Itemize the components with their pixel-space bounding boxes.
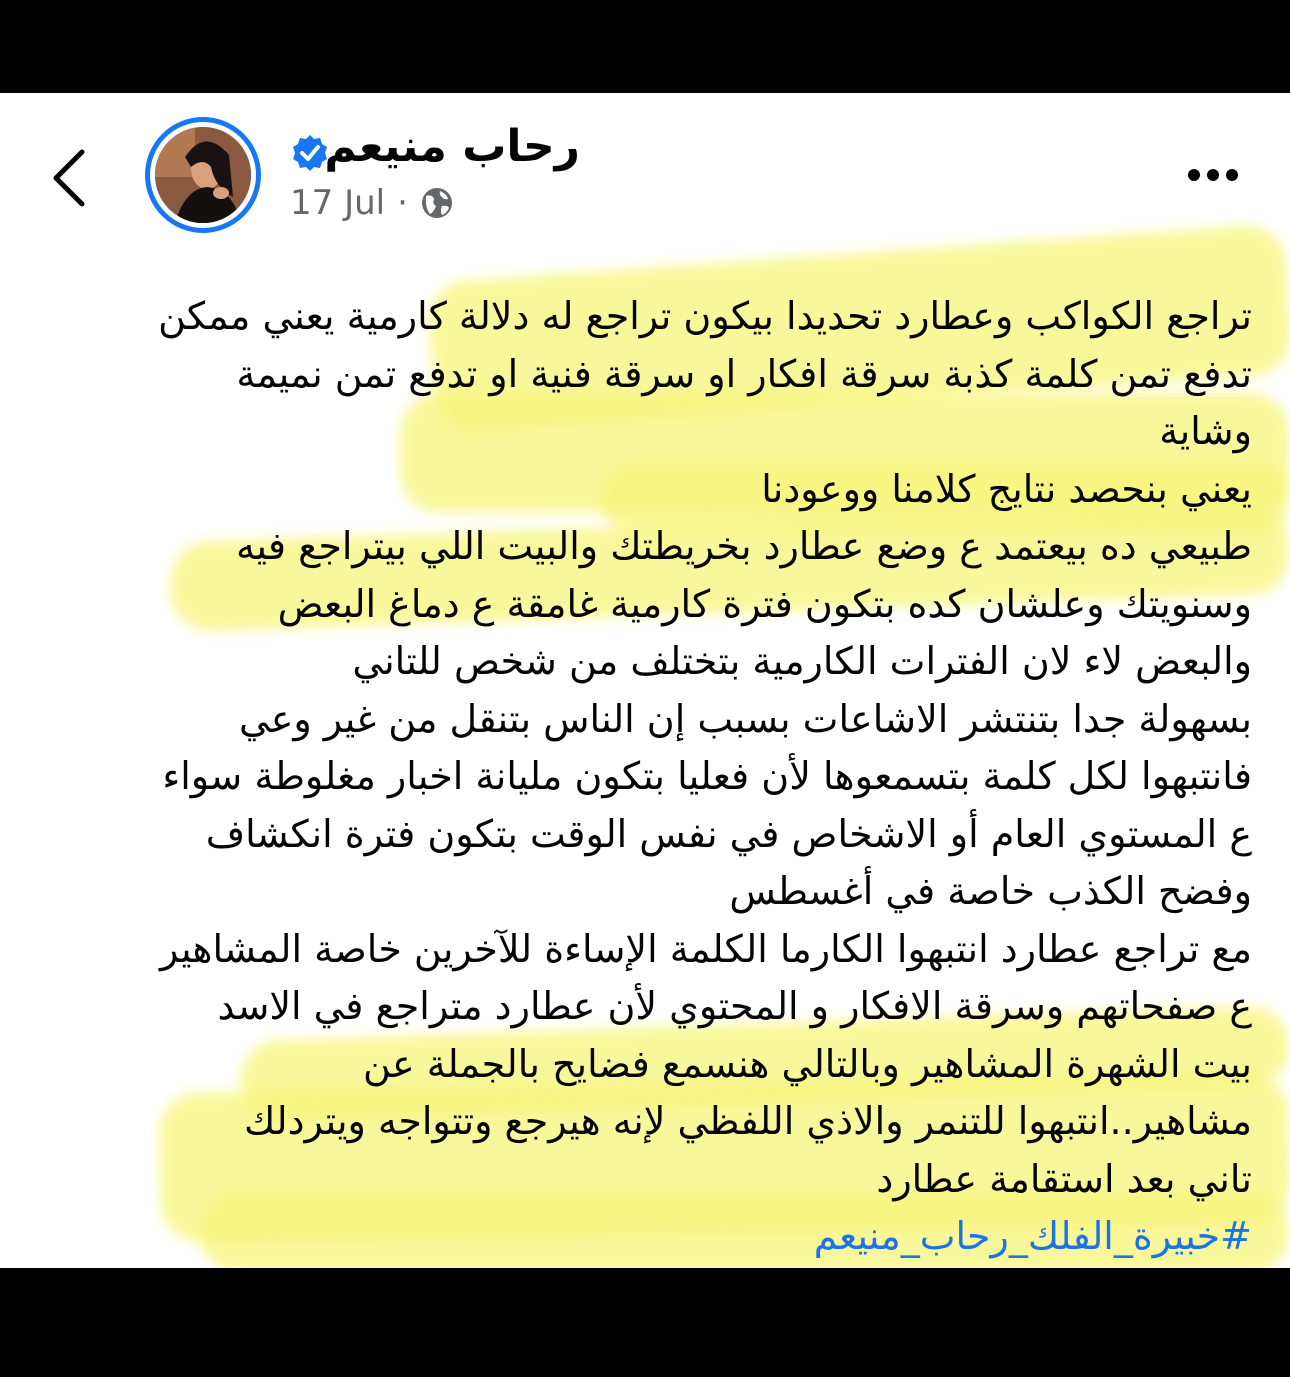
globe-icon[interactable] — [420, 186, 454, 220]
post-text-line: تراجع الكواكب وعطارد تحديدا بيكون تراجع له دلالة كارمية يعني ممكن — [158, 294, 1252, 338]
author-name[interactable]: رحاب منيعم — [324, 121, 580, 172]
post-text-line: مع تراجع عطارد انتبهوا الكارما الكلمة الإساءة للآخرين خاصة المشاهير — [160, 926, 1252, 971]
chevron-left-icon — [50, 148, 90, 208]
top-black-bar — [0, 0, 1290, 93]
post-text-line: فانتبهوا لكل كلمة بتسمعوها لأن فعليا بتكون مليانة اخبار مغلوطة سواء — [162, 754, 1252, 798]
post-date[interactable]: 17 Jul — [290, 183, 386, 223]
post-text-line: بسهولة جدا بتنتشر الاشاعات بسبب إن الناس بتنقل من غير وعي — [239, 696, 1252, 741]
avatar[interactable] — [145, 117, 261, 233]
post-text-line: ع صفحاتهم وسرقة الافكار و المحتوي لأن عطارد متراجع في الاسد — [217, 984, 1252, 1028]
avatar-image — [155, 127, 251, 223]
post-panel — [0, 93, 1290, 1268]
verified-badge-icon — [290, 133, 330, 173]
post-text-line: وسنويتك وعلشان كده بتكون فترة كارمية غامقة ع دماغ البعض — [277, 581, 1252, 626]
bottom-black-bar — [0, 1268, 1290, 1377]
post-text-line: بيت الشهرة المشاهير وبالتالي هنسمع فضايح بالجملة عن — [363, 1041, 1252, 1086]
meta-separator: · — [397, 183, 408, 223]
post-text-line: ع المستوي العام أو الاشخاص في نفس الوقت بتكون فترة انكشاف — [205, 811, 1252, 856]
post-text-line: مشاهير..انتبهوا للتنمر والاذي اللفظي لإنه هيرجع وتتواجه ويتردلك — [244, 1099, 1252, 1143]
post-text-line: تاني بعد استقامة عطارد — [876, 1156, 1252, 1201]
post-text-line: يعني بنحصد نتايج كلامنا ووعودنا — [761, 466, 1252, 511]
post-text-line: تدفع تمن كلمة كذبة سرقة افكار او سرقة فنية او تدفع تمن نميمة — [236, 351, 1252, 396]
more-horizontal-icon — [1226, 169, 1238, 181]
back-button[interactable] — [50, 148, 90, 208]
post-meta — [290, 183, 454, 223]
hashtag-link[interactable]: #خبيرة_الفلك_رحاب_منيعم — [813, 1214, 1252, 1258]
more-horizontal-icon — [1207, 169, 1219, 181]
post-text-line: وشاية — [1159, 409, 1252, 453]
post-text-line: والبعض لاء لان الفترات الكارمية بتختلف من شخص للتاني — [352, 639, 1252, 683]
more-options-button[interactable] — [1188, 169, 1248, 189]
post-text-line: طبيعي ده بيعتمد ع وضع عطارد بخريطتك والبيت اللي بيتراجع فيه — [236, 524, 1252, 568]
more-horizontal-icon — [1188, 169, 1200, 181]
post-text — [22, 288, 1252, 1266]
post-text-line: وفضح الكذب خاصة في أغسطس — [729, 869, 1252, 913]
